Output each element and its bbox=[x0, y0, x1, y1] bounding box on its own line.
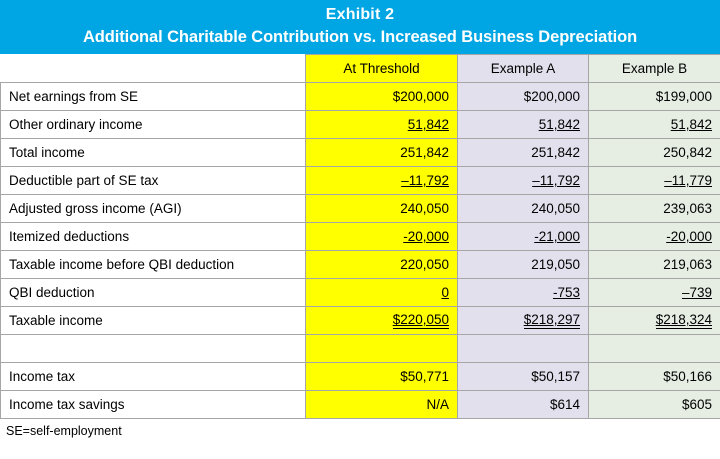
cell-value bbox=[589, 167, 720, 195]
underlined-value: 51,842 bbox=[407, 117, 449, 132]
cell-value: 251,842 bbox=[458, 139, 589, 167]
table-row bbox=[1, 251, 720, 279]
column-header-example-a: Example A bbox=[458, 55, 589, 83]
cell-value bbox=[458, 111, 589, 139]
cell-value: $50,166 bbox=[589, 363, 720, 391]
cell-value bbox=[458, 223, 589, 251]
cell-value bbox=[589, 223, 720, 251]
underlined-value: -753 bbox=[552, 285, 580, 300]
table-row bbox=[1, 307, 720, 335]
cell-value: $614 bbox=[458, 391, 589, 419]
cell-value bbox=[589, 307, 720, 335]
double-underlined-value: $220,050 bbox=[392, 312, 449, 327]
underlined-value: –11,779 bbox=[664, 173, 712, 188]
underlined-value: -21,000 bbox=[534, 229, 580, 244]
cell-value bbox=[589, 111, 720, 139]
table-row bbox=[1, 279, 720, 307]
row-label: Income tax bbox=[1, 363, 306, 391]
underlined-value: –739 bbox=[681, 285, 712, 300]
underlined-value: –11,792 bbox=[532, 173, 580, 188]
row-label: Taxable income bbox=[1, 307, 306, 335]
cell-value bbox=[458, 307, 589, 335]
table-row bbox=[1, 111, 720, 139]
table-body bbox=[1, 83, 720, 419]
cell-value bbox=[306, 279, 458, 307]
row-label: Adjusted gross income (AGI) bbox=[1, 195, 306, 223]
cell-value: $50,771 bbox=[306, 363, 458, 391]
table-row bbox=[1, 363, 720, 391]
row-label: Taxable income before QBI deduction bbox=[1, 251, 306, 279]
double-underlined-value: $218,324 bbox=[655, 312, 712, 327]
cell-value: 240,050 bbox=[306, 195, 458, 223]
underlined-value: -20,000 bbox=[666, 229, 712, 244]
row-label bbox=[1, 335, 306, 363]
table-header-row bbox=[1, 55, 720, 83]
cell-value: $200,000 bbox=[306, 83, 458, 111]
cell-value: 239,063 bbox=[589, 195, 720, 223]
cell-value: N/A bbox=[306, 391, 458, 419]
cell-value bbox=[458, 335, 589, 363]
cell-value bbox=[306, 335, 458, 363]
cell-value bbox=[589, 335, 720, 363]
row-label: Deductible part of SE tax bbox=[1, 167, 306, 195]
underlined-value: 51,842 bbox=[538, 117, 580, 132]
cell-value bbox=[306, 307, 458, 335]
table-row bbox=[1, 139, 720, 167]
cell-value bbox=[458, 279, 589, 307]
table-row bbox=[1, 195, 720, 223]
exhibit-number: Exhibit 2 bbox=[325, 6, 395, 23]
cell-value: $50,157 bbox=[458, 363, 589, 391]
cell-value: 240,050 bbox=[458, 195, 589, 223]
underlined-value: 51,842 bbox=[670, 117, 712, 132]
cell-value: 250,842 bbox=[589, 139, 720, 167]
row-label: Itemized deductions bbox=[1, 223, 306, 251]
underlined-value: –11,792 bbox=[401, 173, 449, 188]
cell-value bbox=[306, 167, 458, 195]
underlined-value: -20,000 bbox=[403, 229, 449, 244]
table-row bbox=[1, 83, 720, 111]
row-label: QBI deduction bbox=[1, 279, 306, 307]
row-label: Income tax savings bbox=[1, 391, 306, 419]
cell-value: 251,842 bbox=[306, 139, 458, 167]
double-underlined-value: $218,297 bbox=[523, 312, 580, 327]
cell-value bbox=[306, 223, 458, 251]
table-row bbox=[1, 223, 720, 251]
exhibit-header bbox=[0, 0, 720, 54]
table-row bbox=[1, 167, 720, 195]
column-header-at-threshold: At Threshold bbox=[306, 55, 458, 83]
cell-value: 220,050 bbox=[306, 251, 458, 279]
cell-value: 219,050 bbox=[458, 251, 589, 279]
cell-value: 219,063 bbox=[589, 251, 720, 279]
column-header-blank bbox=[1, 55, 306, 83]
cell-value bbox=[306, 111, 458, 139]
table-spacer-row bbox=[1, 335, 720, 363]
underlined-value: 0 bbox=[441, 285, 449, 300]
column-header-example-b: Example B bbox=[589, 55, 720, 83]
cell-value bbox=[458, 167, 589, 195]
row-label: Other ordinary income bbox=[1, 111, 306, 139]
cell-value: $200,000 bbox=[458, 83, 589, 111]
exhibit-title: Additional Charitable Contribution vs. Increased Business Depreciation bbox=[82, 28, 638, 46]
cell-value: $199,000 bbox=[589, 83, 720, 111]
table-row bbox=[1, 391, 720, 419]
row-label: Net earnings from SE bbox=[1, 83, 306, 111]
row-label: Total income bbox=[1, 139, 306, 167]
cell-value bbox=[589, 279, 720, 307]
comparison-table bbox=[0, 54, 720, 419]
cell-value: $605 bbox=[589, 391, 720, 419]
footnote: SE=self-employment bbox=[6, 424, 122, 438]
